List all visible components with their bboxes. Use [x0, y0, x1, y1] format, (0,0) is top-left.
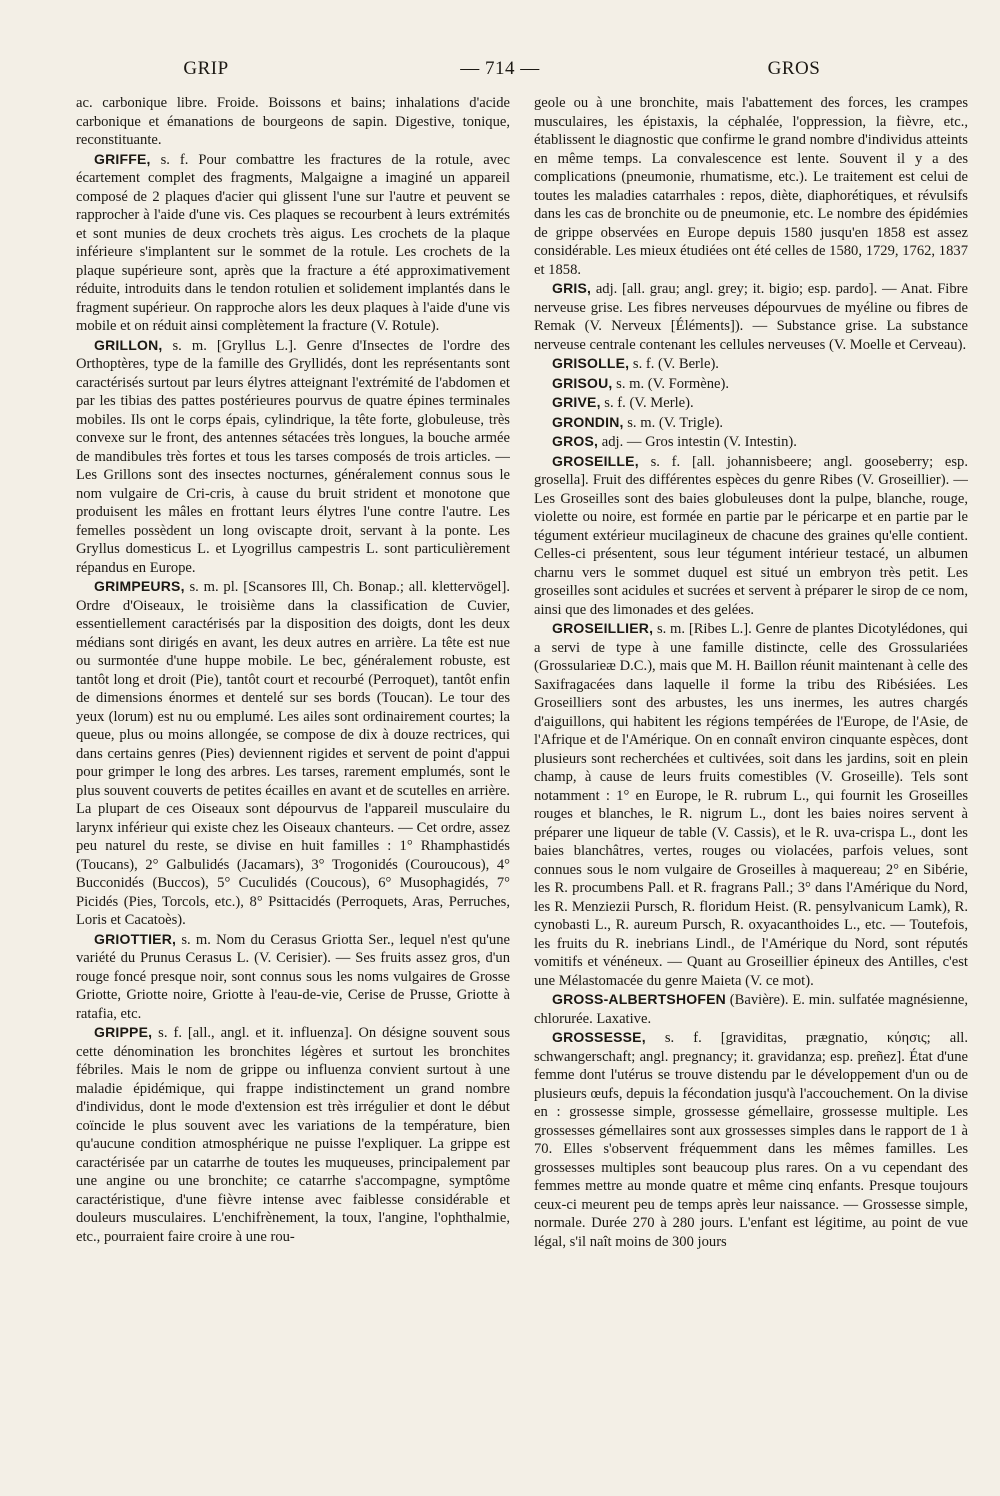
headword: GRONDIN, — [552, 413, 624, 430]
headword: GRIVE, — [552, 394, 601, 410]
entry-grive — [534, 393, 968, 413]
headword: GRIOTTIER, — [94, 930, 177, 947]
page-header — [76, 58, 924, 88]
entry-text: s. m. (V. Formène). — [612, 375, 730, 392]
header-right-guide-word: GROS — [767, 58, 821, 79]
headword: GRILLON, — [94, 336, 163, 353]
headword: GRIPPE, — [94, 1024, 153, 1040]
entry-text: s. m. Nom du Cerasus Griotta Ser., lequel n'est qu'une variété du Prunus Cerasus L. (V. Cerisier). — Ses fruits assez gros, d'un rouge foncé presque noir, sont connus sous les noms vulgaires de Grosse Griotte, Griotte noire, Griotte à l'eau-de-vie, Cerise de Prusse, Griotte à ratafia, etc. — [76, 931, 510, 1022]
entry-text: s. f. [all., angl. et it. influenza]. On désigne souvent sous cette dénomination les bronchites légères et surtout les bronchites fébriles. Mais le nom de grippe ou influenza convient surtout à une maladie épidémique, qui frappe indistinctement un grand nombre d'individus, dont le mode d'extension est très irrégulier et dont le début coïncide le plus souvent avec les variations de la température, bien qu'aucune condition atmosphérique ne puisse l'expliquer. La grippe est caractérisée par un catarrhe de toutes les muqueuses, principalement par une angine ou une bronchite; ce catarrhe s'accompagne, symptôme caractéristique, d'une fièvre intense avec faiblesse considérable et douleurs musculaires. L'enchifrènement, la toux, l'angine, l'ophthalmie, etc., pourraient faire croire à une rou- — [76, 1025, 510, 1245]
entry-text: s. m. (V. Trigle). — [623, 414, 724, 431]
entry-griffe — [76, 150, 510, 336]
entry-text: geole ou à une bronchite, mais l'abattement des forces, les crampes musculaires, les épistaxis, la céphalée, l'oppression, la fièvre, etc., établissent le diagnostic que confirme le grand nombre d'individus atteints en même temps. La convalescence est lente. Souvent il y a des complications (pneumonie, rhumatisme, etc.). Le traitement est celui de toutes les maladies catarrhales : repos, diète, diaphorétiques, et révulsifs dans les cas de bronchite ou de pneumonie, etc. Le nombre des épidémies de grippe observées en Europe depuis 1580 jusqu'en 1858 est assez considérable. Les mieux étudiées ont été celles de 1580, 1729, 1762, 1837 et 1858. — [534, 95, 968, 278]
headword: GRISOLLE, — [552, 355, 630, 371]
entry-griottier — [76, 930, 510, 1024]
headword: GRIS, — [552, 280, 592, 296]
entry-text: s. m. [Ribes L.]. Genre de plantes Dicotylédones, qui a servi de type à une famille distincte, celle des Grossulariées (Grossularieæ D.C.), mais que M. H. Baillon réunit maintenant à celle des Saxifragacées dans laquelle il forme la tribu des Ribésiées. Les Groseilliers sont des arbustes, les uns inermes, les autres chargés d'aiguillons, qui habitent les régions tempérées de l'Europe, de l'Asie, de l'Afrique et de l'Amérique. On en connaît environ cinquante espèces, dont plusieurs sont recherchées et cultivées, soit dans les jardins, soit en plein champ, à cause de leurs fruits comestibles (V. Groseille). Tels sont notamment : 1° en Europe, le R. rubrum L., qui fournit les Groseilles rouges et blanches, le R. nigrum L., dont les baies noires servent à préparer une liqueur de table (V. Cassis), et le R. uva-crispa L., dont les baies blanchâtres, vertes, rouges ou violacées, parfois velues, sont connues sous le nom vulgaire de Groseilles à maquereau; 2° en Sibérie, les R. procumbens Pall. et R. fragrans Pall.; 3° dans l'Amérique du Nord, les R. Menziezii Pursch, R. floridum Heist. (R. pensylvanicum Lamk), R. cynobasti L., R. aureum Pursch, R. oxyacanthoides L., etc. — Toutefois, les fruits du R. inebrians Lindl., de l'Amérique du Nord, sont réputés vomitifs et vénéneux. — Quant au Groseillier épineux des Antilles, c'est une Mélastomacée du genre Maieta (V. ce mot). — [534, 621, 968, 989]
entry-gros — [534, 432, 968, 452]
entry-continuation — [76, 94, 510, 150]
entry-text: s. f. [all. johannisbeere; angl. gooseberry; esp. grosella]. Fruit des différentes espèces du genre Ribes (V. Groseillier). — Les Groseilles sont des baies globuleuses dont la pulpe, blanche, rouge, violette ou noire, est formée en partie par le péricarpe et en partie par le tégument extérieur mucilagineux de chacune des graines qu'elle contient. Celles-ci présentent, sous leur tégument intérieur testacé, un albumen charnu vers le sommet duquel est situé un embryon très petit. Les groseilles sont acidules et sucrées et servent à préparer le sirop de ce nom, ainsi que des limonades et des gelées. — [534, 453, 968, 618]
entry-grimpeurs — [76, 577, 510, 930]
entry-text: adj. — Gros intestin (V. Intestin). — [598, 434, 797, 450]
entry-gris — [534, 279, 968, 354]
headword: GROS, — [552, 433, 599, 449]
headword: GROSEILLE, — [552, 452, 639, 469]
left-column — [76, 94, 510, 1464]
headword: GROSEILLIER, — [552, 620, 654, 636]
entry-continuation — [534, 94, 968, 279]
headword: GRIFFE, — [94, 150, 151, 167]
entry-text: s. f. (V. Berle). — [629, 356, 719, 372]
entry-text: adj. [all. grau; angl. grey; it. bigio; esp. pardo]. — Anat. Fibre nerveuse grise. Les fibres nerveuses dépourvues de myéline ou fibres de Remak (V. Nerveux [Éléments]). — Substance grise. La substance nerveuse centrale contenant les cellules nerveuses (V. Moelle et Cerveau). — [534, 281, 968, 353]
entry-text: s. m. pl. [Scansores Ill, Ch. Bonap.; all. klettervögel]. Ordre d'Oiseaux, le troisième dans la classification de Cuvier, essentiellement caractérisés par la disposition des doigts, dont les deux médians sont dirigés en avant, les deux autres en arrière. La tête est nue ou surmontée d'une huppe mobile. Le bec, généralement robuste, est tantôt long et droit (Pie), tantôt court et recourbé (Perroquet), tantôt enfin de dimensions énormes et dentelé sur ses bords (Toucan). Le tour des yeux (lorum) est nu ou emplumé. Les ailes sont ordinairement courtes; la queue, plus ou moins allongée, se compose de dix à douze rectrices, qui dans certains genres (Pies) deviennent rigides et servent de point d'appui pour grimper le long des arbres. Les tarses, rarement emplumés, sont le plus souvent couverts de petites écailles en avant et de scutelles en arrière. La plupart de ces Oiseaux sont dépourvus de l'appareil musculaire du larynx inférieur qui existe chez les Oiseaux chanteurs. — Cet ordre, assez peu naturel du reste, se divise en huit familles : 1° Rhamphastidés (Toucans), 2° Galbulidés (Jacamars), 3° Trogonidés (Couroucous), 4° Bucconidés (Buccos), 5° Cuculidés (Coucous), 6° Musophagidés, 7° Picidés (Pies, Torcols, etc.), 8° Psittacidés (Perroquets, Aras, Perruches, Loris et Cacatoès). — [76, 579, 510, 928]
entry-grippe — [76, 1023, 510, 1246]
entry-grillon — [76, 336, 510, 578]
entry-groseille — [534, 452, 968, 620]
headword: GROSS-ALBERTSHOFEN — [552, 991, 726, 1007]
entry-text: (Bavière). E. min. sulfatée magnésienne, chlorurée. Laxative. — [534, 992, 968, 1027]
headword: GRISOU, — [552, 374, 613, 391]
page-number: — 714 — — [460, 58, 540, 79]
entry-text: s. f. Pour combattre les fractures de la rotule, avec écartement complet des fragments, Malgaigne a imaginé un appareil composé de 2 plaques d'acier qui glissent l'une sur l'autre et peuvent se rapprocher à l'aide d'une vis. Ces plaques se recourbent à leurs extrémités et sont munies de deux crochets très aigus. Les crochets de la plaque inférieure s'implantent sur le sommet de la rotule. Les crochets de la plaque supérieure sont, après que la fracture a été approximativement réduite, introduits dans le tendon rotulien et solidement implantés dans le fragment supérieur. On rapproche alors les deux plaques à l'aide d'une vis mobile et on réduit ainsi complètement la fracture (V. Rotule). — [76, 151, 510, 334]
entry-text: ac. carbonique libre. Froide. Boissons et bains; inhalations d'acide carbonique et émanations de bourgeons de sapin. Digestive, tonique, reconstituante. — [76, 95, 510, 148]
headword: GRIMPEURS, — [94, 578, 185, 594]
entry-grondin — [534, 413, 968, 433]
entry-text: s. m. [Gryllus L.]. Genre d'Insectes de l'ordre des Orthoptères, type de la famille des Gryllidés, dont les représentants sont caractérisés surtout par leurs élytres atteignant l'extrémité de l'abdomen et par les tibias des pattes postérieures pourvus de quatre épines terminales mobiles. Ils ont le corps épais, cylindrique, la tête forte, globuleuse, très convexe sur le front, des antennes sétacées très longues, la bouche armée de mandibules très fortes et tous les tarses composés de trois articles. — Les Grillons sont des insectes nocturnes, généralement connus sous le nom vulgaire de Cri-cris, à cause du bruit strident et monotone que produisent les mâles en frottant leurs élytres l'une contre l'autre. Les femelles possèdent un long oviscapte droit, servant à la ponte. Les Gryllus domesticus L. et Lyogrillus campestris L. sont particulièrement répandus en Europe. — [76, 337, 510, 576]
entry-groseillier — [534, 619, 968, 990]
entry-text: s. f. [graviditas, prægnatio, κύησις; all. schwangerschaft; angl. pregnancy; it. gravidanza; esp. preñez]. État d'une femme dont l'utérus se trouve distendu par le développement d'un ou de plusieurs œufs, depuis la fécondation jusqu'à l'accouchement. On la divise en : grossesse simple, grossesse gémellaire, grossesse multiple. Les grossesses gémellaires sont aux grossesses simples dans le rapport de 1 à 70. Elles s'observent fréquemment dans les mêmes familles. Les grossesses multiples sont beaucoup plus rares. On a vu cependant des femmes mettre au monde quatre et même cinq enfants. Presque toujours ceux-ci meurent peu de temps après leur naissance. — Grossesse simple, normale. Durée 270 à 280 jours. L'enfant est légitime, au point de vue légal, s'il naît moins de 300 jours — [534, 1030, 968, 1250]
header-left-guide-word: GRIP — [183, 58, 229, 79]
right-column — [534, 94, 968, 1464]
headword: GROSSESSE, — [552, 1029, 646, 1045]
entry-grisou — [534, 374, 968, 394]
entry-grossesse — [534, 1028, 968, 1251]
entry-gross-albertshofen — [534, 990, 968, 1028]
entry-text: s. f. (V. Merle). — [600, 395, 694, 411]
entry-grisolle — [534, 354, 968, 374]
